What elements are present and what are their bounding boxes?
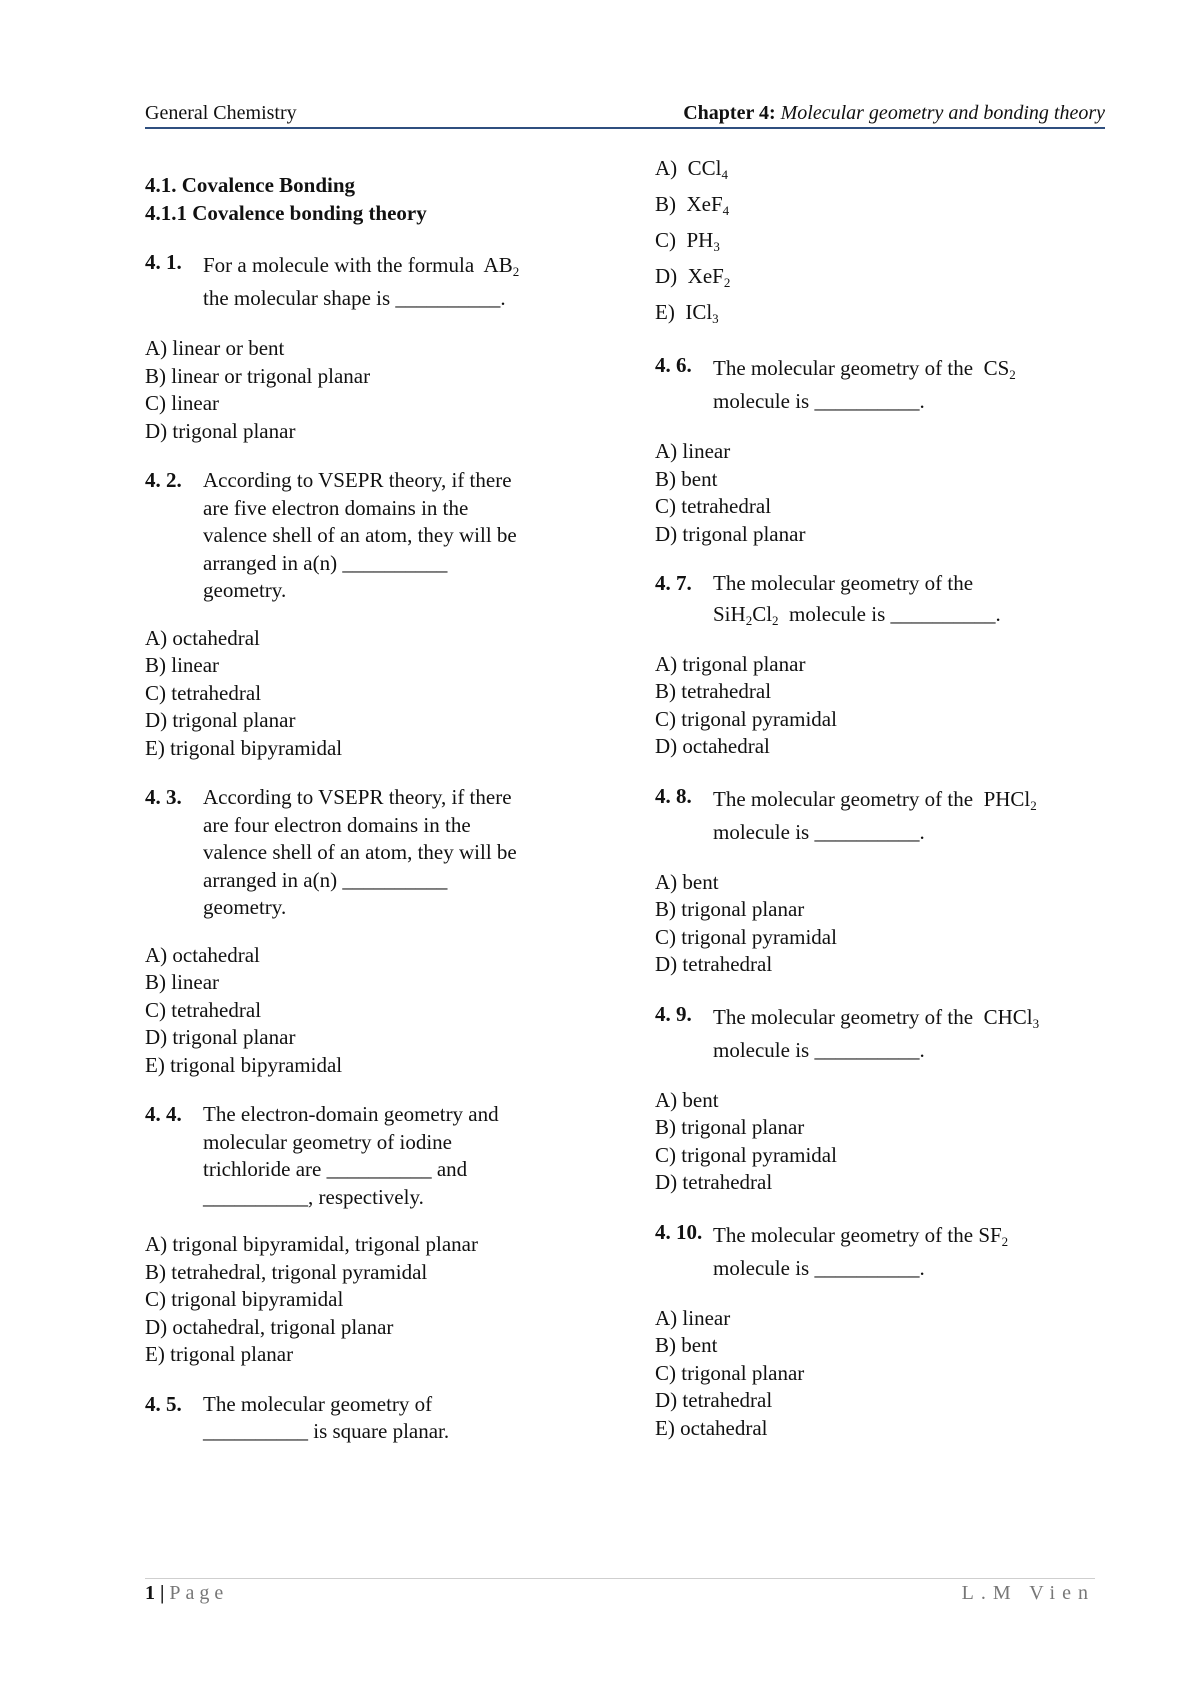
question-4-10 (655, 1219, 1105, 1285)
answer-option (655, 150, 1105, 186)
answer-option: C) trigonal pyramidal (655, 924, 837, 949)
question-text (203, 249, 585, 315)
question-line: The molecular geometry of (203, 1391, 433, 1416)
answer-option: D) octahedral, trigonal planar (145, 1314, 394, 1339)
question-line (713, 1219, 1105, 1252)
question-4-1 (145, 249, 585, 315)
formula-main: ICl (685, 300, 713, 324)
question-line: molecule is __________. (713, 1255, 925, 1280)
question-line: are four electron domains in the (203, 812, 471, 837)
question-text (713, 570, 1105, 631)
option-label: C) (655, 228, 676, 252)
answer-option: C) linear (145, 391, 220, 415)
formula-subscript: 2 (745, 612, 753, 628)
question-text (203, 1101, 585, 1211)
formula-subscript: 2 (772, 612, 779, 628)
question-text (713, 783, 1105, 849)
question-number: 4. 1. (145, 250, 182, 274)
question-text-part: The molecular geometry of the (713, 1222, 974, 1247)
header-divider (145, 127, 1105, 129)
formula-subscript: 2 (512, 264, 520, 279)
chemical-formula (984, 1005, 1040, 1029)
answer-option: C) trigonal pyramidal (655, 706, 837, 731)
answer-option: B) trigonal planar (655, 897, 805, 921)
page-footer (145, 1582, 1095, 1612)
option-label: A) (655, 156, 678, 180)
formula-subscript: 2 (1001, 1233, 1009, 1249)
answer-option: B) tetrahedral (655, 679, 772, 703)
answer-option (655, 258, 1105, 294)
question-line: the molecular shape is __________. (203, 286, 506, 310)
formula-subscript: 3 (713, 239, 720, 254)
right-column (655, 150, 1105, 1442)
question-line (713, 783, 1105, 816)
chemical-formula (713, 602, 779, 626)
question-line (713, 1001, 1105, 1034)
question-text (713, 1001, 1105, 1067)
answer-option: B) bent (655, 1333, 718, 1357)
question-4-8 (655, 783, 1105, 849)
answer-option: E) octahedral (655, 1415, 768, 1440)
answer-option: B) linear (145, 653, 220, 677)
formula-main: XeF (686, 192, 723, 216)
answer-option: B) trigonal planar (655, 1115, 805, 1139)
answer-option: D) tetrahedral (655, 1388, 773, 1412)
answer-option: B) linear or trigonal planar (145, 363, 371, 388)
question-number: 4. 2. (145, 468, 182, 492)
header-chapter-subject: Molecular geometry and bonding theory (780, 102, 1105, 124)
answer-options (655, 869, 1105, 979)
question-4-2 (145, 467, 585, 605)
formula-main: AB (483, 253, 513, 277)
question-line: valence shell of an atom, they will be (203, 523, 517, 547)
answer-option: A) linear (655, 439, 731, 463)
answer-option: A) linear (655, 1305, 731, 1330)
header-chapter-label: Chapter 4: (683, 102, 776, 124)
answer-option: C) trigonal planar (655, 1360, 805, 1385)
question-text (203, 784, 585, 922)
header-course-title: General Chemistry (145, 102, 297, 124)
formula-main: PHCl (983, 786, 1031, 811)
question-number: 4. 7. (655, 571, 692, 595)
question-line: molecule is __________. (713, 1037, 925, 1062)
answer-option: A) trigonal planar (655, 651, 806, 676)
answer-option: B) linear (145, 970, 220, 994)
formula-main: PH (686, 228, 714, 252)
question-line: __________, respectively. (203, 1184, 424, 1209)
answer-option (655, 222, 1105, 258)
question-text (713, 352, 1105, 418)
formula-main: XeF (687, 264, 724, 288)
page-number-value: 1 (145, 1582, 155, 1604)
question-text-part: The molecular geometry of the (713, 1004, 974, 1029)
question-line: arranged in a(n) __________ (203, 550, 448, 575)
chemical-formula (984, 356, 1016, 380)
formula-subscript: 3 (712, 311, 719, 326)
answer-option: C) trigonal pyramidal (655, 1142, 837, 1167)
answer-option: D) trigonal planar (655, 521, 806, 546)
chemical-formula (984, 787, 1037, 811)
section-title: 4.1. Covalence Bonding (145, 173, 356, 197)
question-4-3 (145, 784, 585, 922)
question-line: molecular geometry of iodine (203, 1129, 452, 1154)
answer-options (145, 942, 585, 1080)
answer-option: A) trigonal bipyramidal, trigonal planar (145, 1232, 478, 1256)
question-number: 4. 10. (655, 1219, 703, 1244)
question-number: 4. 6. (655, 353, 692, 377)
answer-option: C) tetrahedral (145, 680, 262, 705)
answer-options (655, 438, 1105, 548)
question-line: __________ is square planar. (203, 1419, 450, 1443)
question-line: molecule is __________. (713, 389, 925, 413)
question-number: 4. 8. (655, 783, 692, 808)
answer-option: B) bent (655, 466, 718, 491)
formula-main: Cl (752, 601, 773, 626)
answer-option: D) trigonal planar (145, 1025, 296, 1049)
question-line: arranged in a(n) __________ (203, 867, 448, 892)
option-label: D) (655, 264, 678, 288)
subsection-title: 4.1.1 Covalence bonding theory (145, 200, 427, 225)
option-label: B) (655, 192, 676, 216)
answer-options (655, 1087, 1105, 1197)
answer-option: D) octahedral (655, 734, 770, 758)
formula-subscript: 4 (722, 203, 730, 218)
question-text-part: For a molecule with the formula (203, 253, 475, 277)
formula-main: SF (978, 1222, 1002, 1247)
question-number: 4. 5. (145, 1391, 182, 1416)
formula-subscript: 3 (1032, 1015, 1040, 1031)
answer-options (655, 150, 1105, 330)
answer-option: D) tetrahedral (655, 1170, 773, 1194)
formula-subscript: 2 (1030, 797, 1037, 813)
answer-option: E) trigonal bipyramidal (145, 735, 343, 760)
question-number: 4. 4. (145, 1102, 182, 1126)
question-number: 4. 3. (145, 785, 182, 809)
question-text (203, 467, 585, 605)
left-column (145, 150, 585, 1446)
page-label: Page (169, 1582, 229, 1604)
question-4-7 (655, 570, 1105, 631)
question-text-part: The molecular geometry of the (713, 786, 974, 811)
answer-options (655, 651, 1105, 761)
answer-option: D) tetrahedral (655, 952, 773, 976)
header-chapter-title (683, 102, 1105, 125)
formula-subscript: 2 (723, 275, 731, 290)
question-text (203, 1391, 585, 1446)
answer-option: C) tetrahedral (145, 997, 262, 1022)
answer-option: C) tetrahedral (655, 494, 772, 518)
footer-divider (145, 1578, 1095, 1579)
chemical-formula (484, 253, 520, 277)
question-line: According to VSEPR theory, if there (203, 785, 512, 809)
formula-subscript: 4 (721, 167, 729, 182)
question-line: geometry. (203, 578, 287, 602)
answer-options (145, 625, 585, 763)
question-4-4 (145, 1101, 585, 1211)
formula-main: CS (983, 356, 1010, 380)
option-label: E) (655, 300, 675, 324)
answer-option: E) trigonal planar (145, 1342, 294, 1366)
author-name: L.M Vien (961, 1582, 1095, 1604)
page-header (145, 100, 1105, 128)
question-line (713, 598, 1105, 631)
answer-option: C) trigonal bipyramidal (145, 1287, 344, 1311)
answer-option: D) trigonal planar (145, 418, 296, 443)
question-line: valence shell of an atom, they will be (203, 840, 517, 864)
chemical-formula (978, 1223, 1008, 1247)
question-line: The molecular geometry of the (713, 571, 974, 595)
question-number: 4. 9. (655, 1001, 692, 1026)
formula-main: CHCl (983, 1004, 1033, 1029)
formula-main: CCl (687, 156, 722, 180)
question-line: The electron-domain geometry and (203, 1102, 499, 1126)
formula-subscript: 2 (1009, 367, 1016, 382)
question-line (203, 249, 585, 282)
question-text-part: The molecular geometry of the (713, 356, 974, 380)
answer-option: A) linear or bent (145, 336, 285, 360)
question-4-9 (655, 1001, 1105, 1067)
answer-option: A) octahedral (145, 625, 260, 650)
answer-option: D) trigonal planar (145, 708, 296, 732)
answer-option: A) octahedral (145, 942, 260, 967)
question-line (713, 352, 1105, 385)
answer-option: B) tetrahedral, trigonal pyramidal (145, 1259, 428, 1284)
answer-options (145, 335, 585, 445)
question-4-6 (655, 352, 1105, 418)
formula-main: SiH (713, 601, 746, 626)
question-line: geometry. (203, 895, 287, 919)
question-line: molecule is __________. (713, 819, 925, 844)
question-4-5 (145, 1391, 585, 1446)
page-separator: | (160, 1582, 165, 1604)
answer-option (655, 186, 1105, 222)
answer-option (655, 294, 1105, 330)
question-text-part: molecule is __________. (789, 601, 1001, 626)
question-line: According to VSEPR theory, if there (203, 468, 512, 492)
question-line: are five electron domains in the (203, 495, 469, 520)
question-text (713, 1219, 1105, 1285)
answer-options (655, 1305, 1105, 1443)
answer-option: A) bent (655, 1087, 719, 1112)
answer-options (145, 1231, 585, 1369)
answer-option: E) trigonal bipyramidal (145, 1052, 343, 1077)
answer-option: A) bent (655, 869, 719, 894)
question-line: trichloride are __________ and (203, 1157, 468, 1181)
page-number (145, 1582, 228, 1605)
